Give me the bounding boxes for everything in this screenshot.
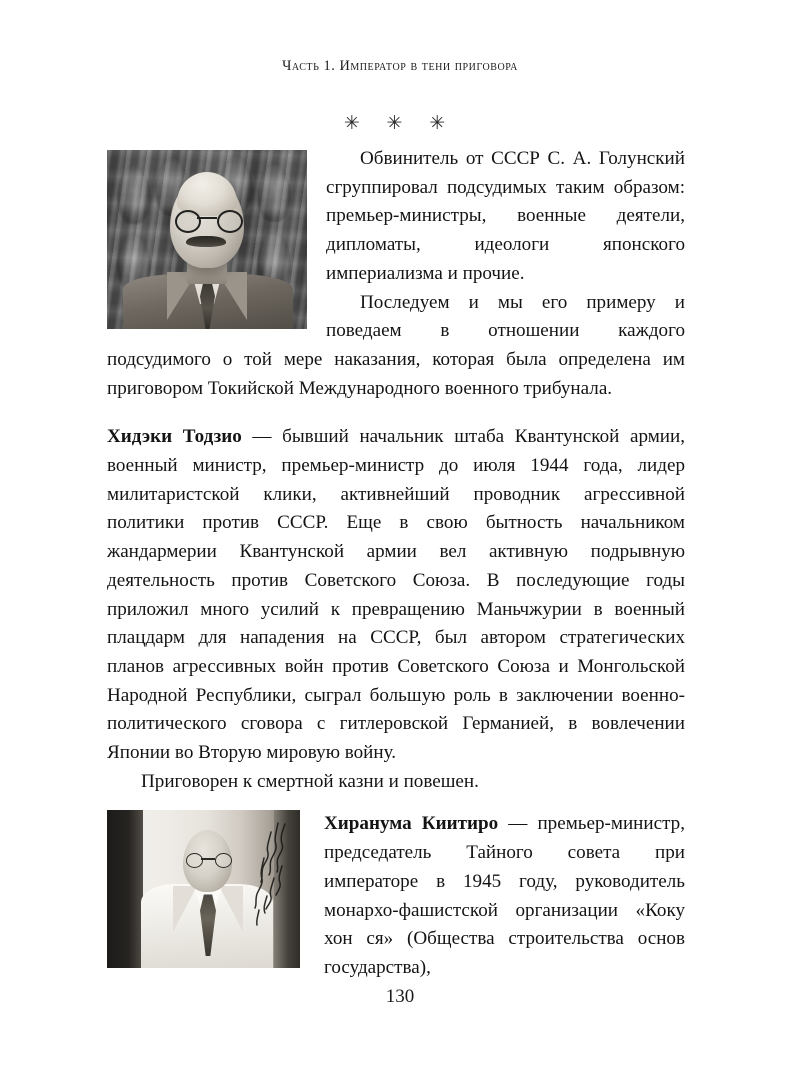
page-number: 130 — [385, 986, 415, 1007]
entry-dash: — — [241, 426, 283, 448]
eyeglass-bridge — [197, 217, 217, 219]
paragraph-posleduem: Последуем и мы его примеру и поведаем в отношении каждого подсудимого о той мере наказания, которая была определена им приговором Токийской Международного военного трибунала. — [107, 291, 685, 399]
entry-name-tojo: Хидэки Тодзио — [107, 426, 242, 448]
handwritten-inscription-icon — [247, 818, 293, 936]
paragraph-sentence-tojo: Приговорен к смертной казни и повешен. — [141, 770, 479, 792]
eyeglass-lens-left — [186, 853, 203, 868]
entry-dash: — — [498, 813, 538, 835]
section-divider-asterisks: ✳ ✳ ✳ — [343, 113, 457, 134]
eyeglass-bridge — [201, 858, 215, 860]
portrait-lapel — [173, 886, 197, 932]
eyeglass-lens-right — [217, 210, 243, 233]
photo-dark-edge-left — [107, 810, 143, 968]
portrait-eyeglasses — [173, 210, 243, 229]
entry-name-hiranuma: Хиранума Киитиро — [324, 813, 499, 835]
portrait-lapel — [219, 886, 243, 932]
photo-hiranuma — [107, 810, 300, 968]
figure-hiranuma-portrait — [107, 810, 300, 968]
photo-tojo — [107, 150, 307, 329]
entry-tojo — [107, 423, 685, 767]
text-column — [107, 145, 685, 983]
paragraph-golunsky: Обвинитель от СССР С. А. Голунский сгруппировал подсудимых таким образом: премьер-министры, военные деятели, дипломаты, идеологи японского империализма и прочие. — [326, 148, 685, 284]
portrait-eyeglasses — [185, 853, 231, 866]
portrait-moustache — [186, 236, 226, 247]
entry-text-hiranuma: премьер-министр, председатель Тайного совета при императоре в 1945 году, руководитель монархо-фашистской организации «Коку хон ся» (Общества строительства основ государства), — [324, 813, 685, 978]
eyeglass-lens-left — [175, 210, 201, 233]
running-head: Часть 1. Император в тени приговора — [282, 58, 518, 74]
figure-tojo-portrait — [107, 150, 307, 329]
eyeglass-lens-right — [215, 853, 232, 868]
entry-text-tojo: бывший начальник штаба Квантунской армии, военный министр, премьер-министр до июля 1944 года, лидер милитаристской клики, активнейший проводник агрессивной политики против СССР. Еще в свою бытность начальником жандармерии Квантунской армии вел активную подрывную деятельность против Советского Союза. В последующие годы приложил много усилий к превращению Маньчжурии в военный плацдарм для нападения на СССР, был автором стратегических планов агрессивных войн против Советского Союза и Монгольской Народной Республики, сыграл большую роль в заключении военно-политического сговора с гитлеровской Германией, в вовлечении Японии во Вторую мировую войну. — [107, 426, 686, 764]
